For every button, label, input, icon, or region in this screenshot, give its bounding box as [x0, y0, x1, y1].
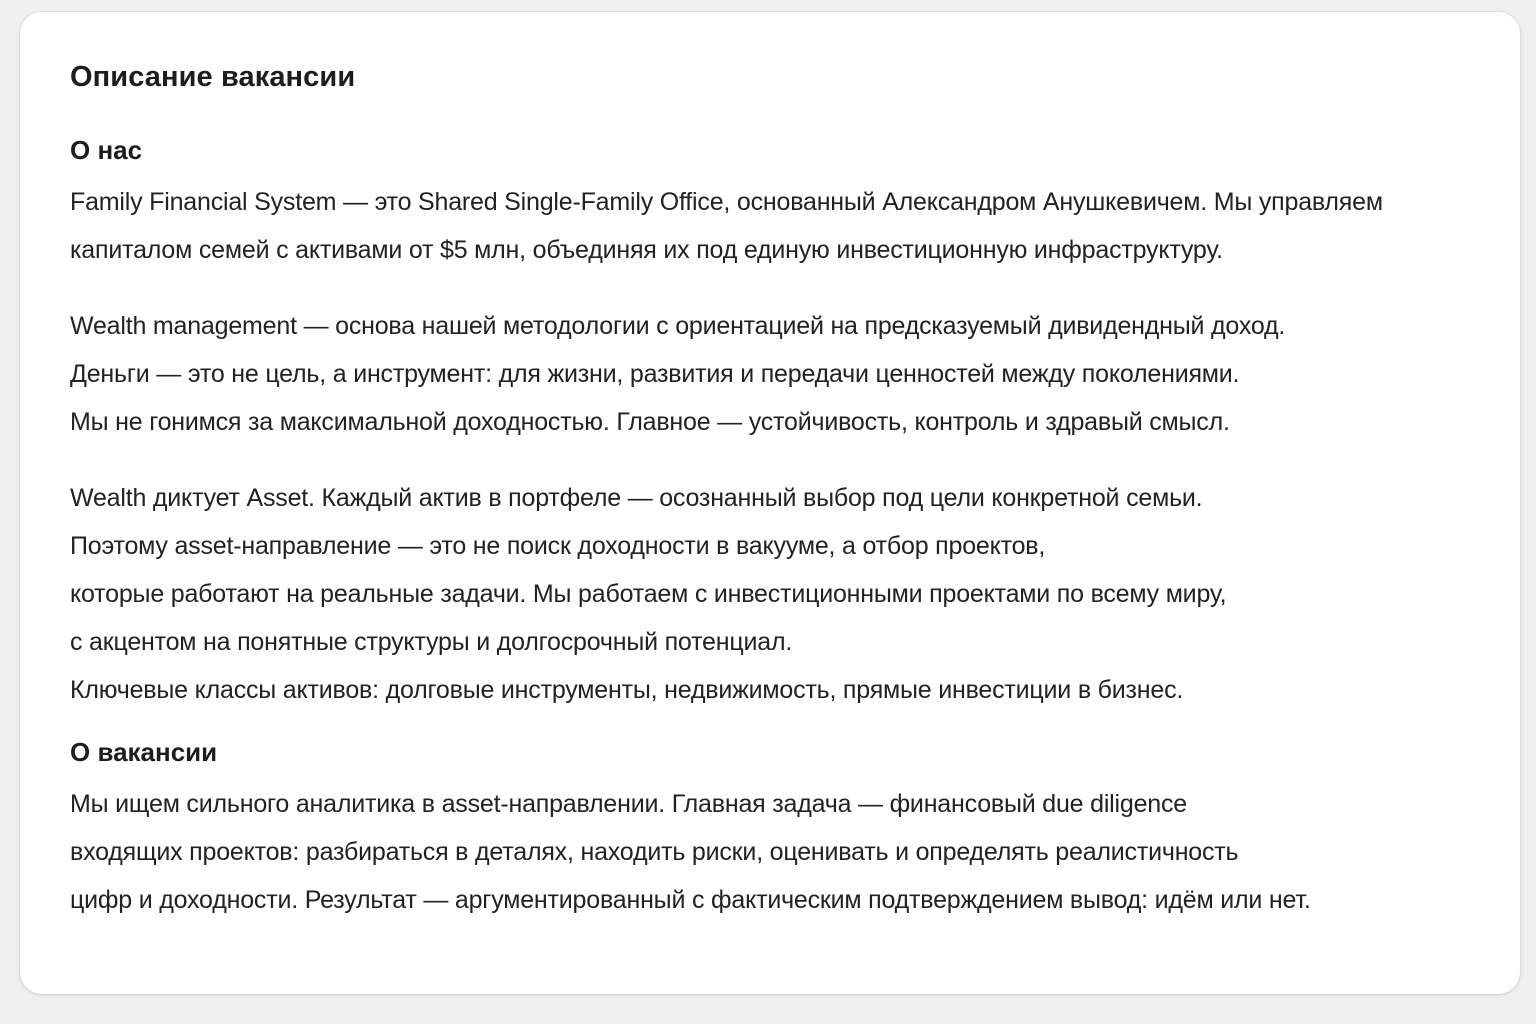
text-line: Мы не гонимся за максимальной доходностью. Главное — устойчивость, контроль и здравый смысл. — [70, 408, 1230, 436]
text-line: с акцентом на понятные структуры и долгосрочный потенциал. — [70, 628, 793, 656]
text-line: Деньги — это не цель, а инструмент: для жизни, развития и передачи ценностей между поколениями. — [70, 360, 1240, 388]
text-line: которые работают на реальные задачи. Мы работаем с инвестиционными проектами по всему миру, — [70, 580, 1227, 608]
about-paragraph-1 — [70, 178, 1470, 274]
text-line: входящих проектов: разбираться в деталях, находить риски, оценивать и определять реалистичность — [70, 838, 1239, 866]
text-line: цифр и доходности. Результат — аргументированный с фактическим подтверждением вывод: идём или нет. — [70, 886, 1311, 914]
vacancy-paragraph — [70, 780, 1470, 924]
vacancy-section — [70, 736, 1470, 924]
job-description-card — [20, 12, 1520, 994]
about-paragraph-2 — [70, 302, 1470, 446]
vacancy-heading: О вакансии — [70, 737, 218, 767]
text-line: Family Financial System — это Shared Single-Family Office, основанный Александром Анушкевичем. Мы управляем — [70, 188, 1383, 216]
text-line: капиталом семей с активами от $5 млн, объединяя их под единую инвестиционную инфраструктуру. — [70, 236, 1223, 264]
text-line: Поэтому asset-направление — это не поиск доходности в вакууме, а отбор проектов, — [70, 532, 1046, 560]
text-line: Wealth диктует Asset. Каждый актив в портфеле — осознанный выбор под цели конкретной семьи. — [70, 484, 1203, 512]
about-section — [70, 134, 1470, 714]
about-heading: О нас — [70, 135, 143, 165]
text-line: Ключевые классы активов: долговые инструменты, недвижимость, прямые инвестиции в бизнес. — [70, 676, 1184, 704]
text-line: Мы ищем сильного аналитика в asset-направлении. Главная задача — финансовый due diligence — [70, 790, 1188, 818]
text-line: Wealth management — основа нашей методологии с ориентацией на предсказуемый дивидендный доход. — [70, 312, 1286, 340]
page-title: Описание вакансии — [70, 61, 356, 93]
about-paragraph-3 — [70, 474, 1470, 714]
